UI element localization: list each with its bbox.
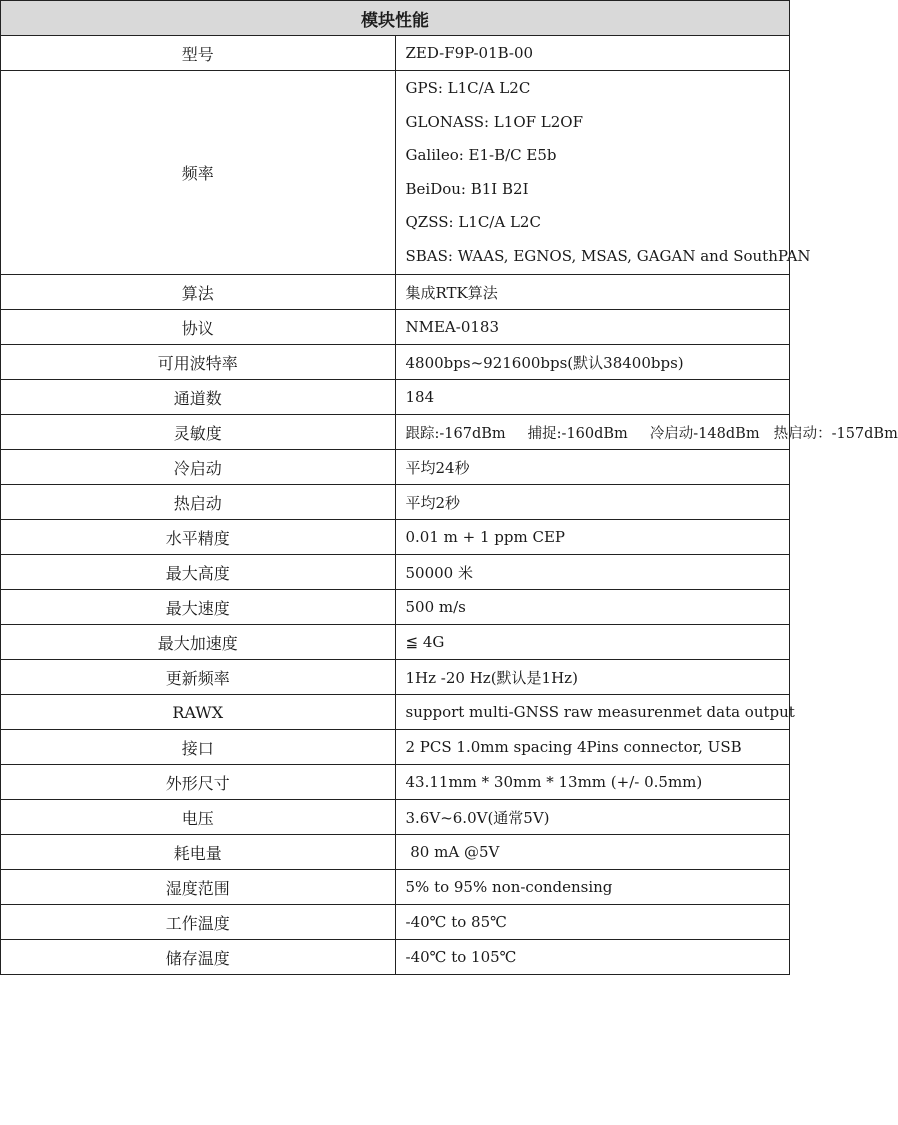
- sensitivity-hot: 热启动：-157dBm: [773, 425, 898, 442]
- row-label: RAWX: [1, 695, 396, 730]
- row-label: 最大高度: [1, 555, 396, 590]
- row-value: 500 m/s: [395, 590, 790, 625]
- row-value: 4800bps~921600bps(默认38400bps): [395, 345, 790, 380]
- frequency-line: Galileo: E1-B/C E5b: [405, 146, 557, 164]
- table-row-storage-temp: [1, 940, 790, 975]
- row-label: 工作温度: [1, 905, 396, 940]
- row-value: 3.6V~6.0V(通常5V): [395, 800, 790, 835]
- table-row-protocol: [1, 310, 790, 345]
- table-header-row: [1, 1, 790, 36]
- row-label: 型号: [1, 36, 396, 71]
- table-row-sensitivity: [1, 415, 790, 450]
- row-label: 灵敏度: [1, 415, 396, 450]
- table-row-dimensions: [1, 765, 790, 800]
- row-label: 水平精度: [1, 520, 396, 555]
- row-label: 冷启动: [1, 450, 396, 485]
- table-row-rawx: [1, 695, 790, 730]
- table-row-voltage: [1, 800, 790, 835]
- row-label: 电压: [1, 800, 396, 835]
- row-value: 80 mA @5V: [395, 835, 790, 870]
- row-value: 平均2秒: [395, 485, 790, 520]
- row-label: 耗电量: [1, 835, 396, 870]
- table-row-channels: [1, 380, 790, 415]
- row-label: 接口: [1, 730, 396, 765]
- row-value: -40℃ to 105℃: [395, 940, 790, 975]
- frequency-line: BeiDou: B1I B2I: [405, 179, 529, 198]
- row-value: 1Hz -20 Hz(默认是1Hz): [395, 660, 790, 695]
- row-label: 热启动: [1, 485, 396, 520]
- table-row-interface: [1, 730, 790, 765]
- sensitivity-capture: 捕捉:-160dBm: [527, 425, 628, 442]
- table-row-max-speed: [1, 590, 790, 625]
- row-value: ≦ 4G: [395, 625, 790, 660]
- table-row-max-accel: [1, 625, 790, 660]
- row-value: 50000 米: [395, 555, 790, 590]
- table-title: 模块性能: [1, 1, 790, 36]
- table-row-model: [1, 36, 790, 71]
- row-value: NMEA-0183: [395, 310, 790, 345]
- row-value: 2 PCS 1.0mm spacing 4Pins connector, USB: [395, 730, 790, 765]
- table-row-power: [1, 835, 790, 870]
- table-row-cold-start: [1, 450, 790, 485]
- table-row-frequency: [1, 71, 790, 275]
- row-label: 最大加速度: [1, 625, 396, 660]
- row-label: 算法: [1, 275, 396, 310]
- frequency-line: GPS: L1C/A L2C: [405, 79, 531, 97]
- sensitivity-cold: 冷启动-148dBm: [649, 425, 760, 442]
- row-value: support multi-GNSS raw measurenmet data output: [395, 695, 790, 730]
- row-value: 184: [395, 380, 790, 415]
- frequency-list: [405, 72, 811, 273]
- row-value: 0.01 m + 1 ppm CEP: [395, 520, 790, 555]
- row-label: 最大速度: [1, 590, 396, 625]
- row-value: ZED-F9P-01B-00: [395, 36, 790, 71]
- sensitivity-cell: [395, 415, 898, 450]
- sensitivity-tracking: 跟踪:-167dBm: [405, 425, 506, 442]
- table-row-humidity: [1, 870, 790, 905]
- frequency-line: GLONASS: L1OF L2OF: [405, 112, 583, 131]
- row-value: -40℃ to 85℃: [395, 905, 790, 940]
- table-row-update-rate: [1, 660, 790, 695]
- row-label: 可用波特率: [1, 345, 396, 380]
- row-label: 外形尺寸: [1, 765, 396, 800]
- table-row-algorithm: [1, 275, 790, 310]
- table-row-op-temp: [1, 905, 790, 940]
- row-value: 集成RTK算法: [395, 275, 790, 310]
- table-row-baud: [1, 345, 790, 380]
- table-row-hot-start: [1, 485, 790, 520]
- frequency-line: SBAS: WAAS, EGNOS, MSAS, GAGAN and SouthPAN: [405, 246, 811, 265]
- row-value: 平均24秒: [395, 450, 790, 485]
- row-value: 43.11mm * 30mm * 13mm (+/- 0.5mm): [395, 765, 790, 800]
- table-row-max-altitude: [1, 555, 790, 590]
- row-value: 5% to 95% non-condensing: [395, 870, 790, 905]
- frequency-cell: [395, 71, 811, 275]
- row-label: 湿度范围: [1, 870, 396, 905]
- row-label: 频率: [1, 71, 396, 275]
- row-label: 储存温度: [1, 940, 396, 975]
- row-label: 更新频率: [1, 660, 396, 695]
- table-row-accuracy: [1, 520, 790, 555]
- frequency-line: QZSS: L1C/A L2C: [405, 213, 541, 231]
- row-label: 协议: [1, 310, 396, 345]
- row-label: 通道数: [1, 380, 396, 415]
